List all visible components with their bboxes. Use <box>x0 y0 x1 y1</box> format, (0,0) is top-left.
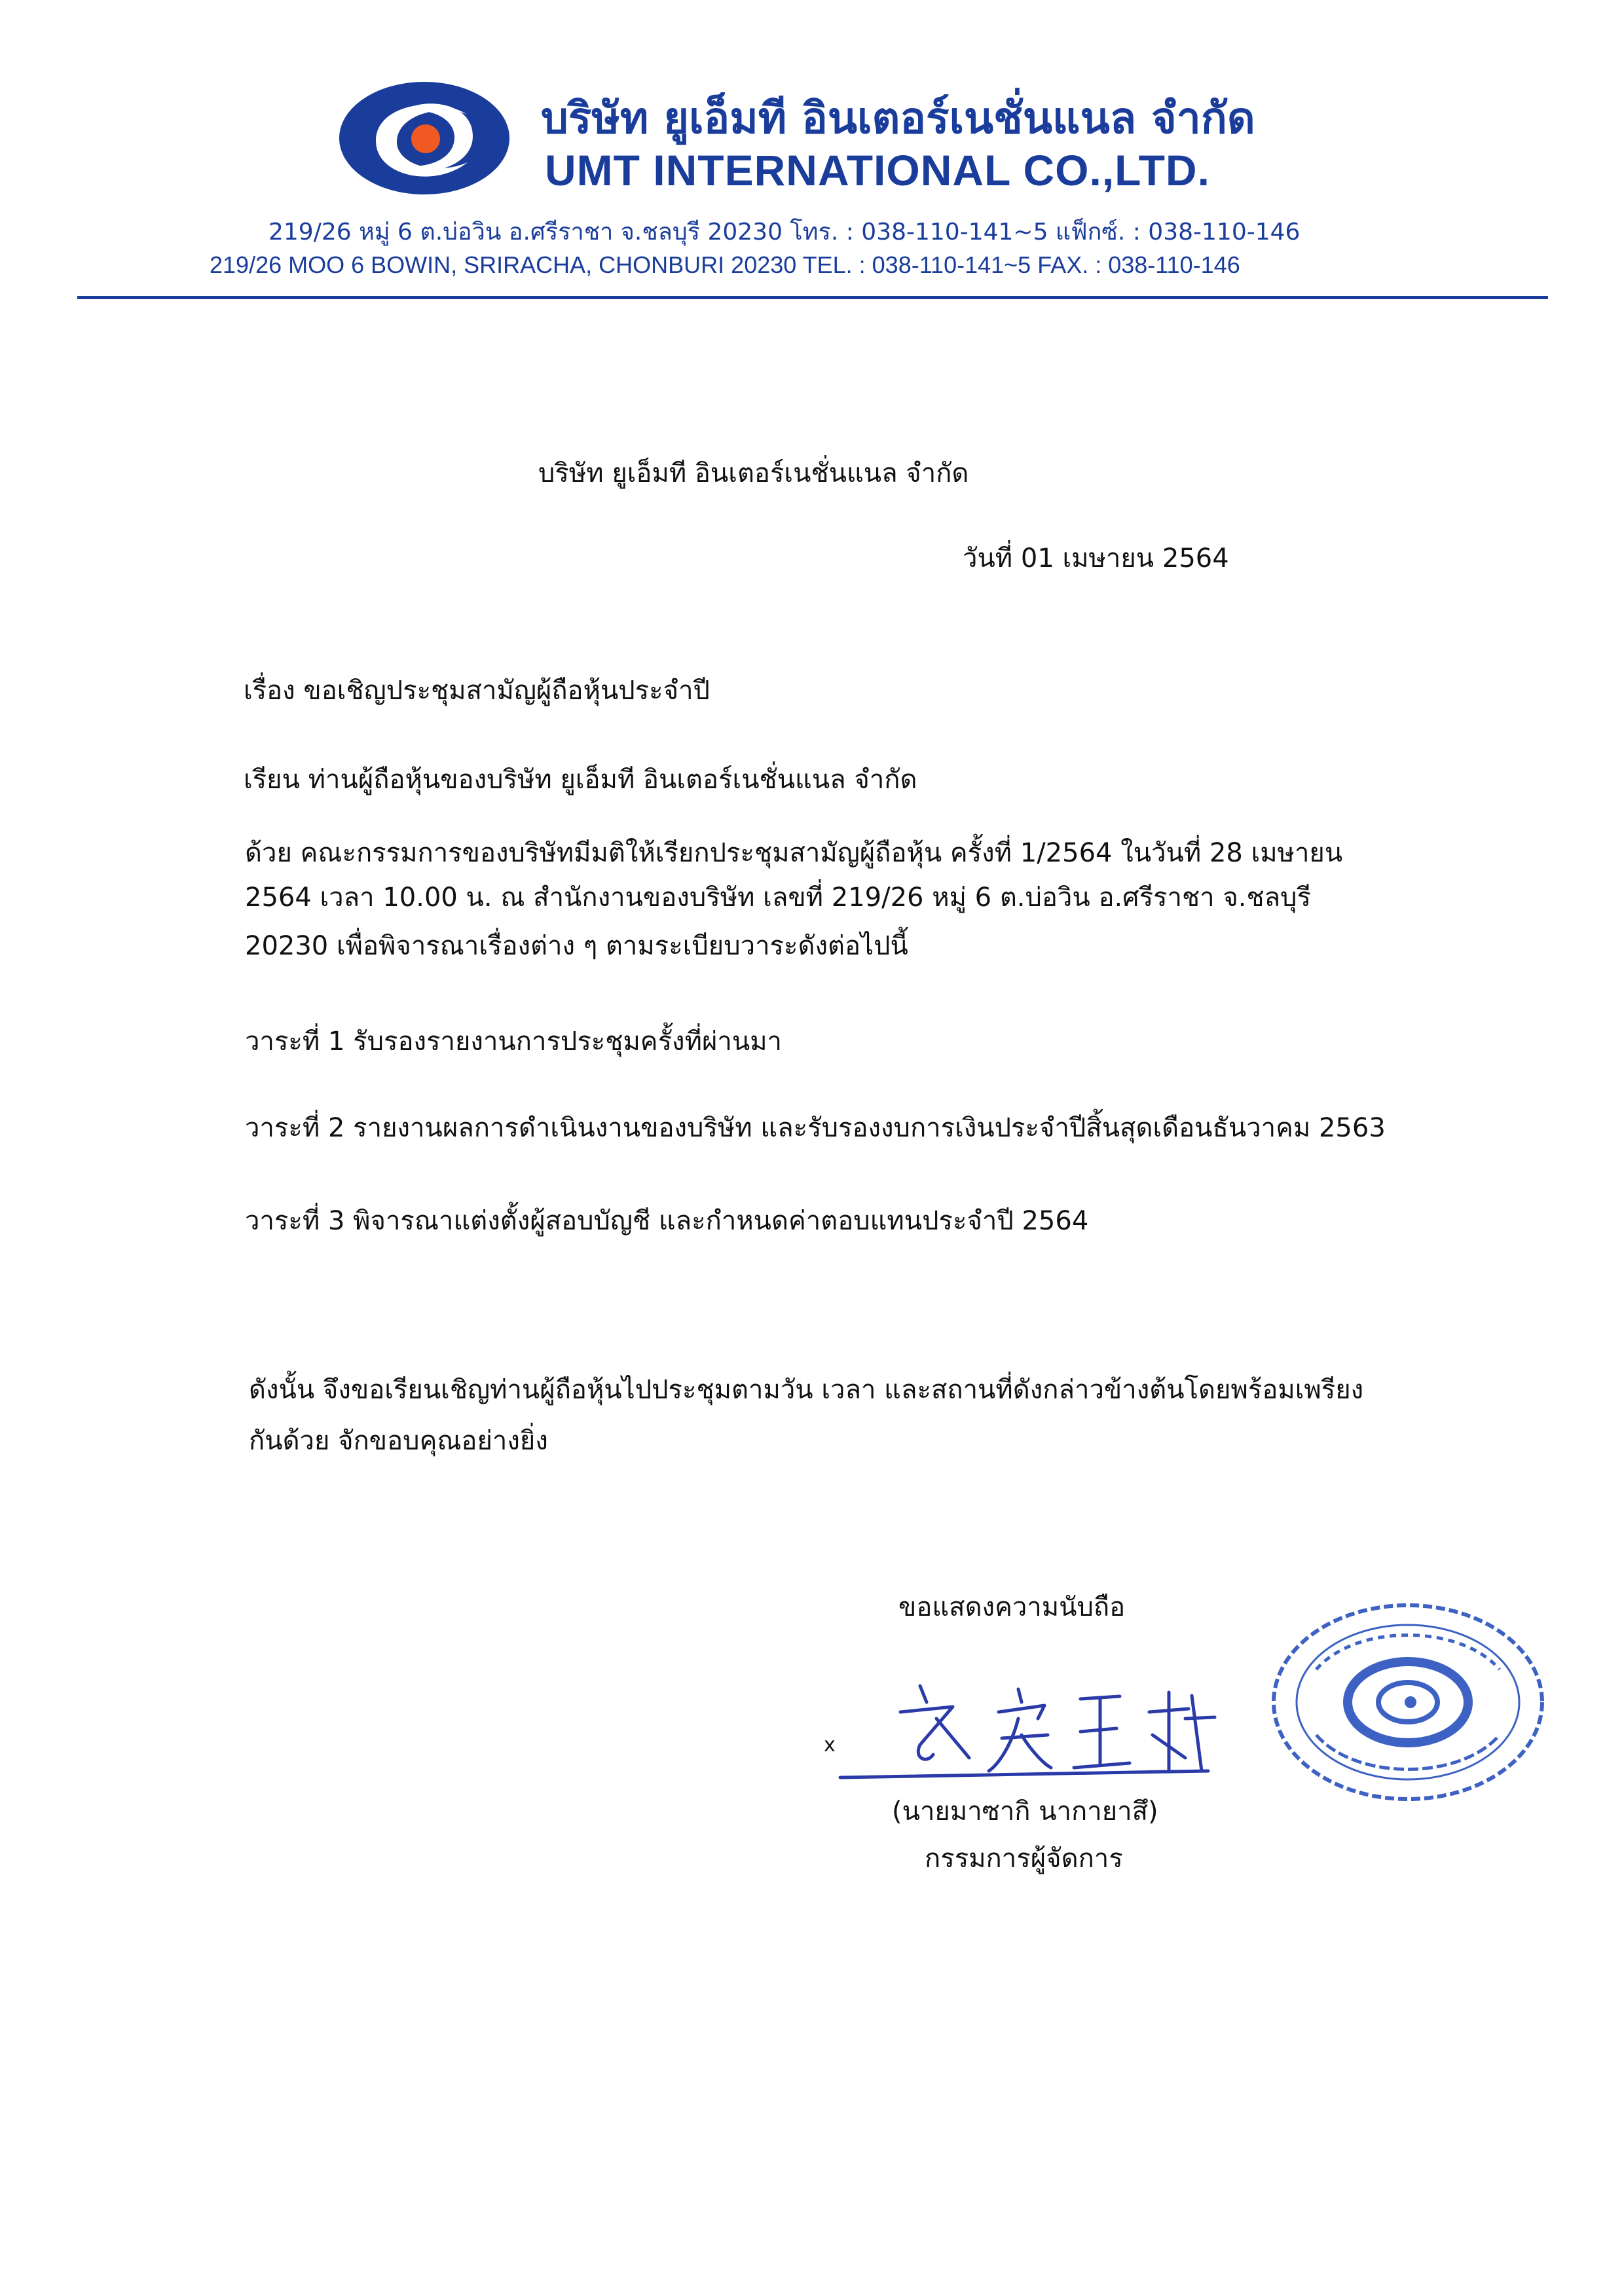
address-english: 219/26 MOO 6 BOWIN, SRIRACHA, CHONBURI 20230 TEL. : 038-110-141~5 FAX. : 038-110-146 <box>210 251 1240 278</box>
sender-line: บริษัท ยูเอ็มที อินเตอร์เนชั่นแนล จำกัด <box>538 458 969 488</box>
intro-line-2: 2564 เวลา 10.00 น. ณ สำนักงานของบริษัท เลขที่ 219/26 หมู่ 6 ต.บ่อวิน อ.ศรีราชา จ.ชลบุรี <box>245 883 1312 913</box>
letter-date: วันที่ 01 เมษายน 2564 <box>963 543 1229 574</box>
closing-line-2: กันด้วย จักขอบคุณอย่างยิ่ง <box>249 1426 548 1456</box>
letter-recipient: เรียน ท่านผู้ถือหุ้นของบริษัท ยูเอ็มที อินเตอร์เนชั่นแนล จำกัด <box>244 765 917 795</box>
closing-line-1: ดังนั้น จึงขอเรียนเชิญท่านผู้ถือหุ้นไปประชุมตามวัน เวลา และสถานที่ดังกล่าวข้างต้นโดยพร้อมเพรียง <box>249 1375 1364 1405</box>
address-thai: 219/26 หมู่ 6 ต.บ่อวิน อ.ศรีราชา จ.ชลบุรี 20230 โทร. : 038-110-141~5 แฟ็กซ์. : 038-110-146 <box>268 219 1301 246</box>
company-seal-stamp <box>1264 1597 1552 1807</box>
handwritten-signature <box>822 1673 1228 1784</box>
agenda-item-1: วาระที่ 1 รับรองรายงานการประชุมครั้งที่ผ่านมา <box>245 1027 783 1057</box>
agenda-item-3: วาระที่ 3 พิจารณาแต่งตั้งผู้สอบบัญชี และกำหนดค่าตอบแทนประจำปี 2564 <box>245 1206 1089 1236</box>
regards-line: ขอแสดงความนับถือ <box>898 1592 1126 1622</box>
company-logo <box>337 79 512 198</box>
company-name-thai: บริษัท ยูเอ็มที อินเตอร์เนชั่นแนล จำกัด <box>541 93 1255 143</box>
signatory-name: (นายมาซากิ นากายาสึ) <box>892 1796 1158 1827</box>
letterhead-divider <box>77 296 1548 299</box>
letter-subject: เรื่อง ขอเชิญประชุมสามัญผู้ถือหุ้นประจำปี <box>244 676 710 706</box>
agenda-item-2: วาระที่ 2 รายงานผลการดำเนินงานของบริษัท และรับรองงบการเงินประจำปีสิ้นสุดเดือนธันวาคม 2563 <box>245 1113 1386 1143</box>
signature-mark: x <box>824 1734 836 1757</box>
intro-line-3: 20230 เพื่อพิจารณาเรื่องต่าง ๆ ตามระเบียบวาระดังต่อไปนี้ <box>245 931 908 961</box>
signatory-position: กรรมการผู้จัดการ <box>925 1844 1123 1874</box>
intro-line-1: ด้วย คณะกรรมการของบริษัทมีมติให้เรียกประชุมสามัญผู้ถือหุ้น ครั้งที่ 1/2564 ในวันที่ 28 เมษายน <box>245 838 1343 868</box>
company-name-english: UMT INTERNATIONAL CO.,LTD. <box>545 146 1210 194</box>
